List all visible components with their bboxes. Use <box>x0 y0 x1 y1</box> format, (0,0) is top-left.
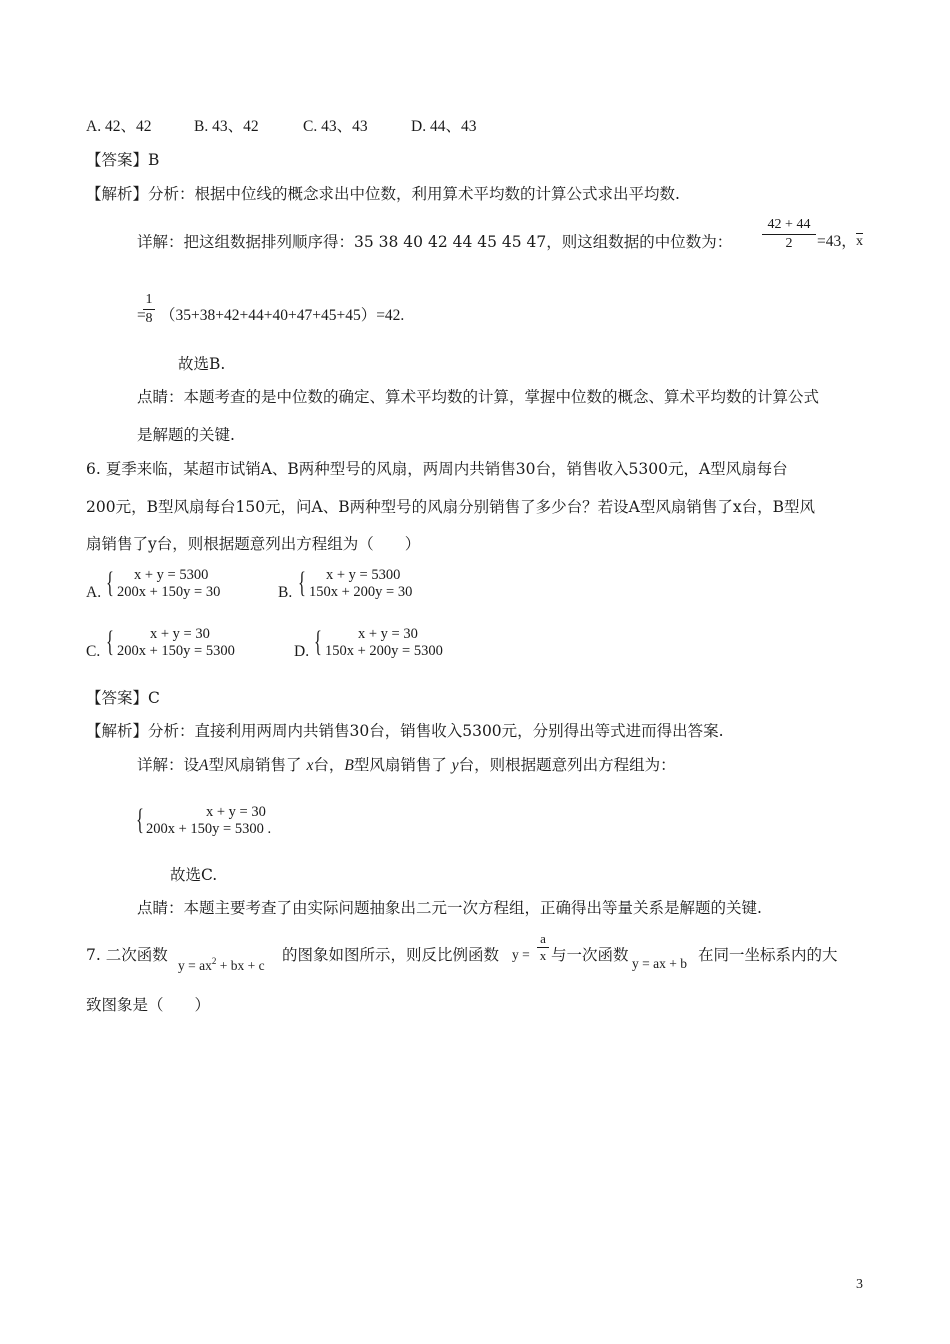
q6-analysis: 【解析】分析：直接利用两周内共销售30台，销售收入5300元，分别得出等式进而得出答案. <box>86 722 724 740</box>
q5-conclusion: 故选B. <box>178 355 226 373</box>
q6-option-b-label: B. <box>278 584 293 601</box>
q5-answer: 【答案】B <box>86 151 160 169</box>
q6-option-a-label: A. <box>86 584 102 601</box>
q6-option-c-label: C. <box>86 643 101 660</box>
q5-comment-line2: 是解题的关键. <box>137 426 235 444</box>
q6-comment: 点睛：本题主要考查了由实际问题抽象出二元一次方程组，正确得出等量关系是解题的关键. <box>137 899 762 917</box>
q5-option-c: C. 43、43 <box>303 118 368 135</box>
mean-fraction: 1 8 <box>143 291 155 328</box>
q7-stem-line1: 7. 二次函数 <box>86 946 168 964</box>
q7-stem-line2: 致图象是（ ） <box>86 996 211 1014</box>
linear-function: y = ax + b <box>632 956 687 971</box>
brace-icon: { <box>314 625 322 658</box>
q5-comment-line1: 点睛：本题考查的是中位数的确定、算术平均数的计算，掌握中位数的概念、算术平均数的计算公式 <box>137 388 820 406</box>
median-fraction: 42 + 44 2 <box>762 216 816 253</box>
median-result: =43， <box>817 233 857 250</box>
mean-symbol: $\overline{x}$ <box>856 234 863 249</box>
q6-stem-line2: 200元，B型风扇每台150元，问A、B两种型号的风扇分别销售了多少台？若设A型风扇销售了x台，B型风 <box>86 498 815 516</box>
inverse-function-fraction: a x <box>537 931 549 964</box>
q6-option-b-system: x + y = 5300 150x + 200y = 30 <box>309 567 413 600</box>
q6-stem-line3: 扇销售了y台，则根据题意列出方程组为（ ） <box>86 535 421 553</box>
q6-answer: 【答案】C <box>86 689 160 707</box>
q6-option-d-system: x + y = 30 150x + 200y = 5300 <box>325 626 443 659</box>
q5-option-d: D. 44、43 <box>411 118 477 135</box>
page-number: 3 <box>856 1277 863 1292</box>
brace-icon: { <box>106 566 114 599</box>
brace-icon: { <box>106 625 114 658</box>
q5-option-b: B. 43、42 <box>194 118 259 135</box>
q6-detail: 详解：设A型风扇销售了 x台，B型风扇销售了 y台，则根据题意列出方程组为： <box>137 756 676 774</box>
q7-stem-text-3: 在同一坐标系内的大 <box>698 946 838 964</box>
q7-stem-text: 的图象如图所示，则反比例函数 <box>282 946 500 964</box>
mean-equals: = <box>137 307 146 324</box>
brace-icon: { <box>136 803 144 836</box>
q5-option-a: A. 42、42 <box>86 118 152 135</box>
q7-stem-text-2: 与一次函数 <box>551 946 629 964</box>
q6-option-d-label: D. <box>294 643 310 660</box>
quadratic-function: $y = ax^2$ + bx + c <box>178 956 265 973</box>
q5-analysis: 【解析】分析：根据中位线的概念求出中位数，利用算术平均数的计算公式求出平均数. <box>86 185 680 203</box>
q6-option-a-system: x + y = 5300 200x + 150y = 30 <box>117 567 221 600</box>
mean-calculation: （35+38+42+44+40+47+45+45）=42. <box>160 307 405 324</box>
q6-option-c-system: x + y = 30 200x + 150y = 5300 <box>117 626 235 659</box>
q6-conclusion: 故选C. <box>170 866 218 884</box>
inverse-function-y: y = <box>512 947 530 962</box>
q6-solution-system: x + y = 30 200x + 150y = 5300 . <box>146 804 272 837</box>
brace-icon: { <box>298 566 306 599</box>
q5-detail: 详解：把这组数据排列顺序得：35 38 40 42 44 45 45 47，则这组数据的中位数为： <box>137 233 733 251</box>
q6-stem-line1: 6. 夏季来临，某超市试销A、B两种型号的风扇，两周内共销售30台，销售收入5300元，A型风扇每台 <box>86 460 788 478</box>
